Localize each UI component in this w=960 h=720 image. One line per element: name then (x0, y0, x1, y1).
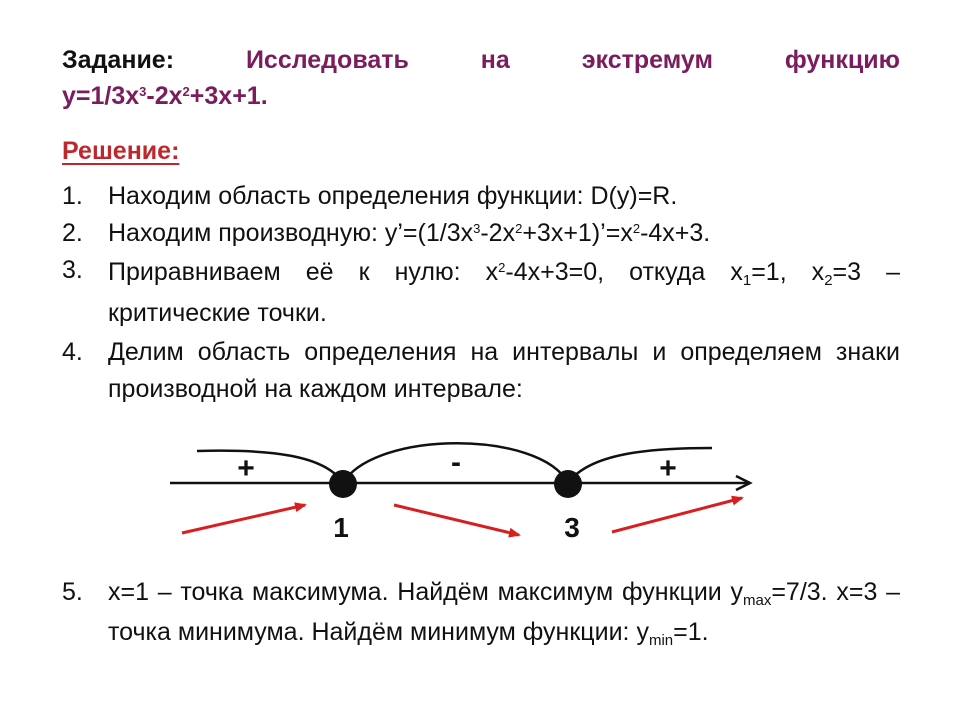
step-text: Находим область определения функции: D(y)=R. (108, 182, 678, 210)
critical-point (329, 470, 357, 498)
exponent: 3 (473, 221, 481, 236)
step-number: 3. (62, 256, 83, 284)
text-part: =3 – критические точки. (108, 258, 900, 327)
step-text (108, 572, 900, 652)
task-word: Исследовать (245, 46, 409, 74)
text-part: -2x (480, 219, 516, 247)
function-part: y=1/3x (62, 82, 140, 110)
function-part: -2x (146, 82, 183, 110)
text-part: =7/3. x=3 – точка минимума. Найдём минимум функции: y (108, 578, 900, 646)
subscript: min (648, 632, 674, 649)
point-label: 3 (564, 512, 580, 543)
interval-arc-right (568, 448, 712, 483)
sign-label: - (451, 446, 461, 479)
text-part: Приравниваем её к нулю: x (108, 258, 499, 286)
solution-label: Решение: (62, 137, 180, 165)
task-word: функцию (784, 46, 900, 74)
text-part: -4x+3. (640, 219, 711, 247)
step-5-row (62, 572, 900, 652)
increasing-arrow-icon (182, 505, 305, 533)
step-text: Делим область определения на интервалы и определяем знаки производной на каждом интервале: (108, 338, 900, 403)
decreasing-arrow-icon (394, 505, 519, 535)
text-part: =1, x (751, 258, 825, 286)
subscript: 2 (824, 272, 833, 289)
step-number: 5. (62, 578, 83, 606)
interval-arc-left (197, 451, 343, 483)
exponent: 2 (498, 260, 506, 275)
task-word: экстремум (581, 46, 713, 74)
task-label: Задание: (62, 46, 175, 74)
step-number: 2. (62, 219, 83, 247)
sign-label: + (237, 452, 255, 485)
task-word: на (480, 46, 510, 74)
exponent: 2 (515, 221, 523, 236)
step-number: 1. (62, 182, 83, 210)
increasing-arrow-icon (612, 498, 742, 532)
exponent: 2 (632, 221, 641, 236)
text-part: x=1 – точка максимума. Найдём максимум функции y (108, 578, 743, 606)
text-part: -4x+3=0, откуда x (505, 258, 743, 286)
step-number: 4. (62, 338, 83, 366)
point-label: 1 (333, 512, 349, 543)
text-part: +3x+1)’=x (522, 219, 633, 247)
step-5 (62, 572, 900, 652)
subscript: 1 (742, 272, 752, 289)
text-part: =1. (673, 618, 709, 646)
critical-point (554, 470, 582, 498)
sign-label: + (659, 452, 677, 485)
function-part: +3x+1. (189, 82, 268, 110)
subscript: max (742, 592, 772, 609)
function-exponent: 2 (182, 84, 190, 99)
text-part: Находим производную: y’=(1/3x (108, 219, 474, 247)
function-exponent: 3 (139, 84, 147, 99)
